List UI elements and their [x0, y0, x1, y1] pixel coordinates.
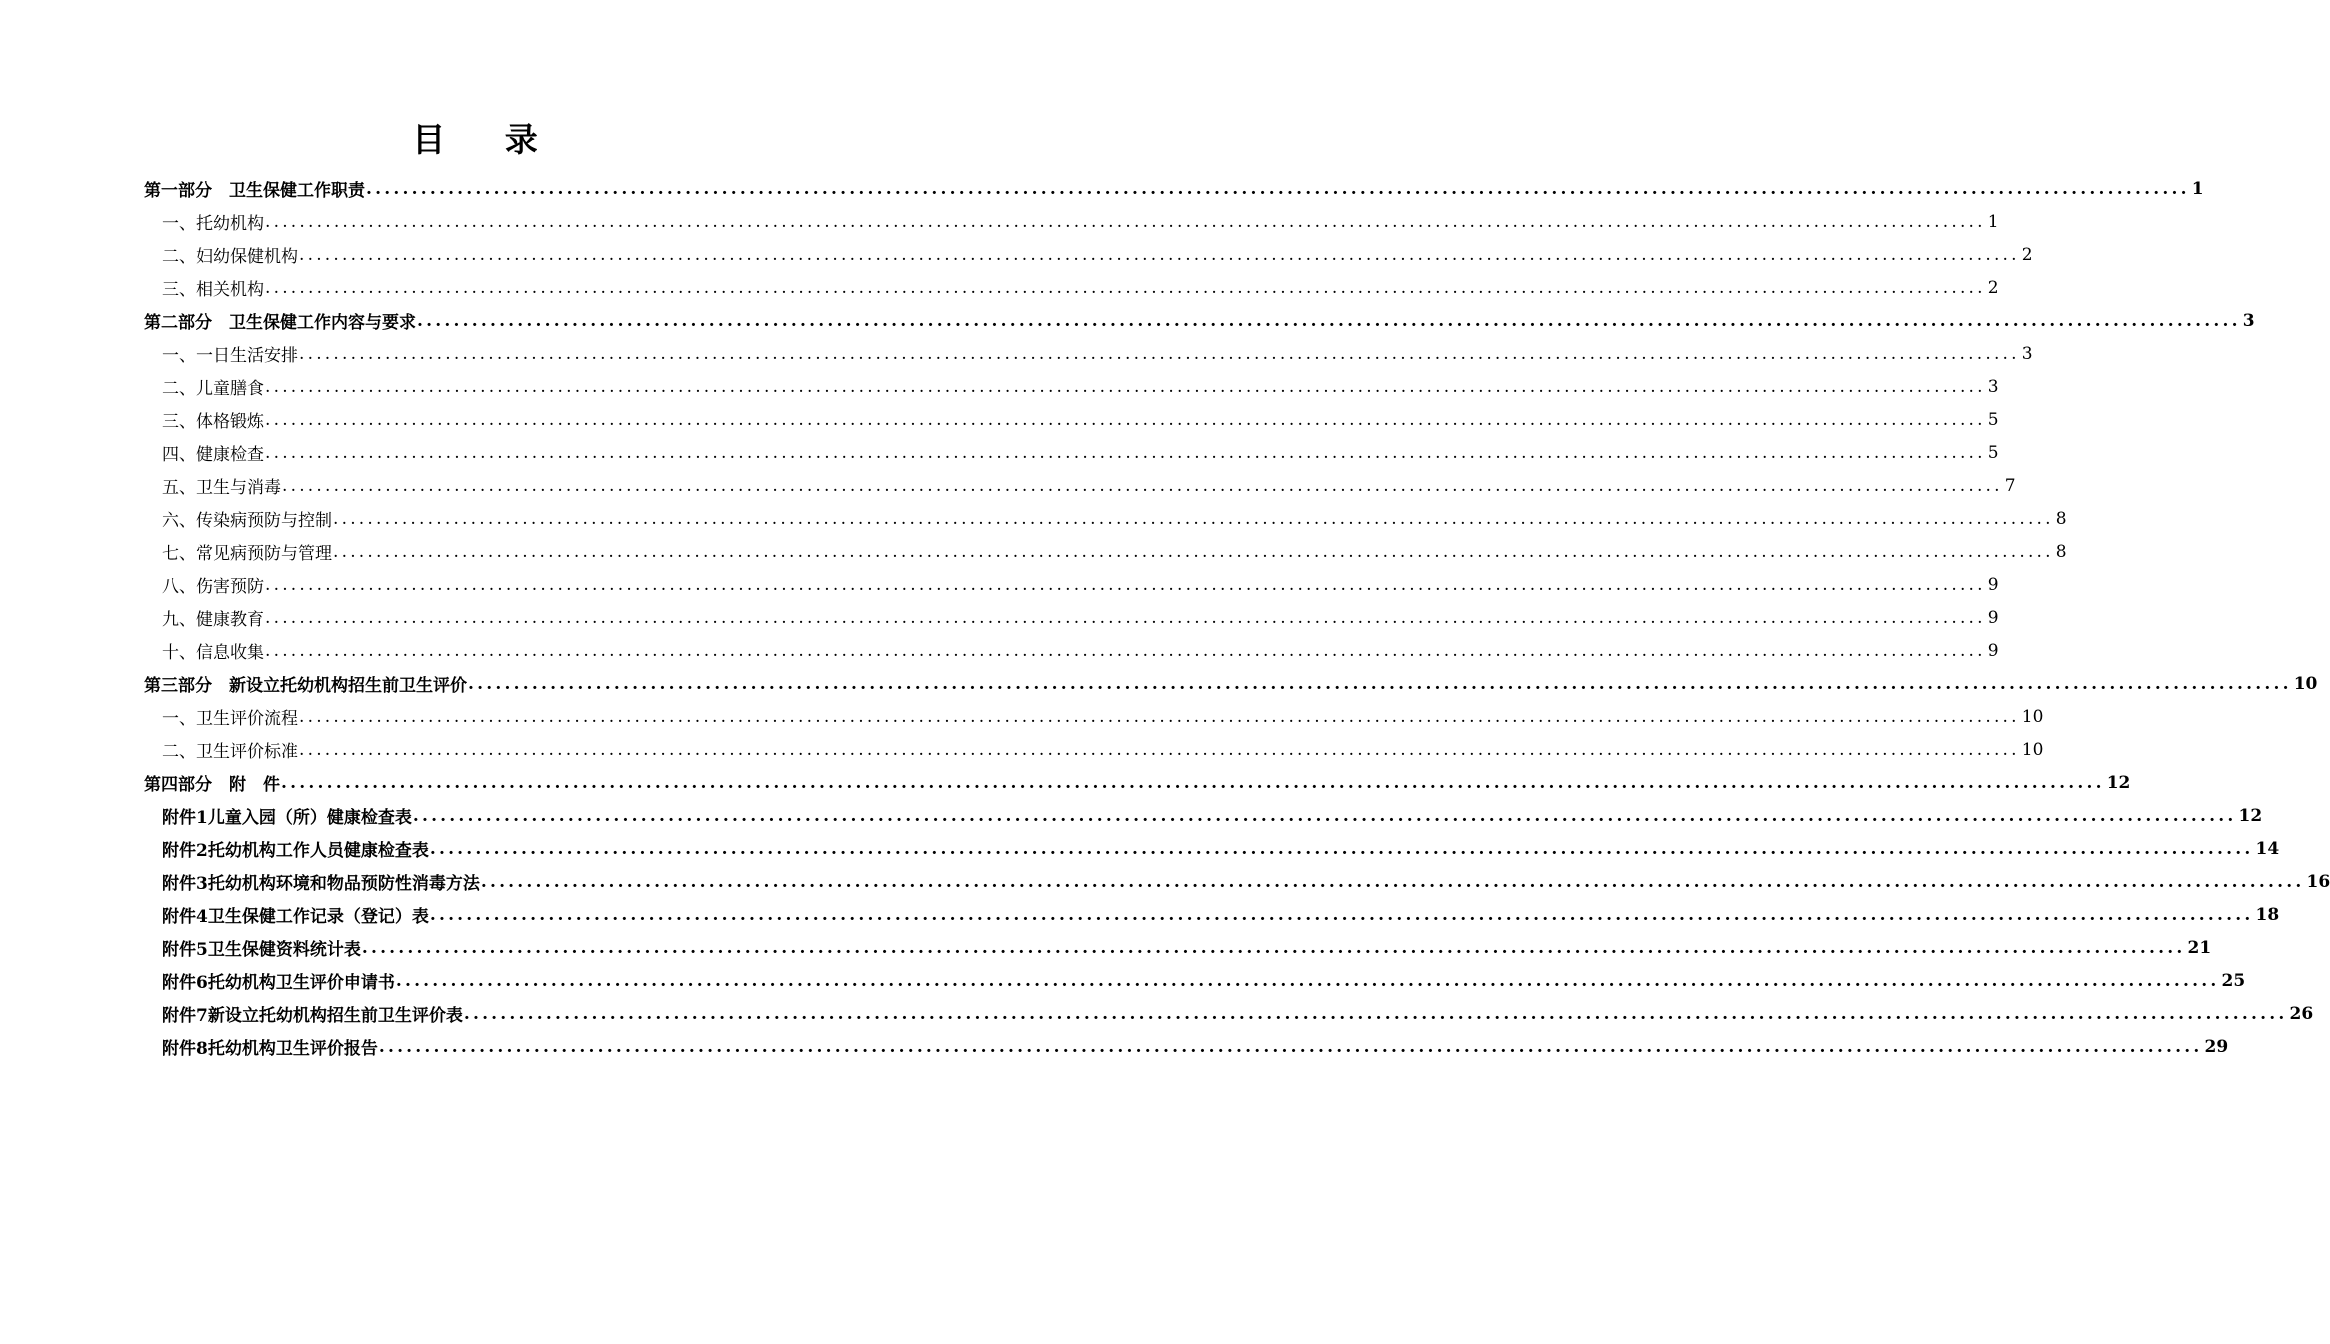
toc-entry-label: 一、一日生活安排 [162, 346, 298, 366]
toc-entry-section[interactable] [162, 469, 2016, 502]
toc-entry-label: 第三部分 新设立托幼机构招生前卫生评价 [144, 676, 467, 696]
toc-entry-section[interactable] [162, 370, 1999, 403]
toc-entry-label: 二、妇幼保健机构 [162, 247, 298, 267]
toc-entry-label: 附件5卫生保健资料统计表 [162, 940, 361, 960]
dot-leader: ........................................................................................................................................................................................................ [417, 310, 2241, 331]
toc-entry-label: 附件2托幼机构工作人员健康检查表 [162, 841, 429, 861]
dot-leader: ........................................................................................................................................................................................................ [299, 739, 2020, 760]
dot-leader: ........................................................................................................................................................................................................ [299, 244, 2020, 265]
toc-entry-section[interactable] [162, 403, 1999, 436]
toc-entry-page-number: 1 [1987, 211, 1999, 232]
dot-leader: ........................................................................................................................................................................................................ [429, 904, 2254, 925]
toc-entry-label: 第二部分 卫生保健工作内容与要求 [144, 313, 416, 333]
toc-entry-label: 附件3托幼机构环境和物品预防性消毒方法 [162, 874, 480, 894]
toc-entry-page-number: 8 [2055, 541, 2067, 562]
toc-entry-section[interactable] [162, 436, 1999, 469]
dot-leader: ........................................................................................................................................................................................................ [299, 343, 2020, 364]
toc-entry-appendix[interactable] [162, 931, 2212, 964]
toc-entry-page-number: 29 [2204, 1036, 2229, 1057]
toc-entry-part-2[interactable] [144, 304, 2255, 337]
toc-entry-label: 五、卫生与消毒 [162, 478, 281, 498]
toc-entry-label: 三、体格锻炼 [162, 412, 264, 432]
dot-leader: ........................................................................................................................................................................................................ [468, 673, 2292, 694]
toc-entry-appendix[interactable] [162, 1030, 2229, 1063]
toc-entry-label: 附件1儿童入园（所）健康检查表 [162, 808, 412, 828]
dot-leader: ........................................................................................................................................................................................................ [378, 1036, 2203, 1057]
toc-entry-section[interactable] [162, 568, 1999, 601]
dot-leader: ........................................................................................................................................................................................................ [480, 871, 2305, 892]
toc-entry-page-number: 10 [2021, 739, 2044, 760]
toc-entry-page-number: 2 [2021, 244, 2033, 265]
toc-entry-label: 第四部分 附 件 [144, 775, 280, 795]
toc-entry-page-number: 9 [1987, 574, 1999, 595]
toc-entry-label: 二、卫生评价标准 [162, 742, 298, 762]
dot-leader: ........................................................................................................................................................................................................ [265, 211, 1986, 232]
toc-entry-section[interactable] [162, 700, 2044, 733]
toc-entry-label: 附件8托幼机构卫生评价报告 [162, 1039, 378, 1059]
toc-entry-label: 十、信息收集 [162, 643, 264, 663]
toc-entry-page-number: 3 [2242, 310, 2255, 331]
toc-entry-page-number: 14 [2255, 838, 2280, 859]
toc-entry-page-number: 3 [2021, 343, 2033, 364]
toc-entry-part-1[interactable] [144, 172, 2204, 205]
dot-leader: ........................................................................................................................................................................................................ [265, 640, 1986, 661]
dot-leader: ........................................................................................................................................................................................................ [281, 772, 2105, 793]
dot-leader: ........................................................................................................................................................................................................ [265, 607, 1986, 628]
dot-leader: ........................................................................................................................................................................................................ [463, 1003, 2288, 1024]
toc-entry-label: 一、卫生评价流程 [162, 709, 298, 729]
dot-leader: ........................................................................................................................................................................................................ [265, 442, 1986, 463]
toc-entry-page-number: 26 [2289, 1003, 2314, 1024]
toc-entry-page-number: 8 [2055, 508, 2067, 529]
toc-entry-section[interactable] [162, 337, 2033, 370]
toc-entry-page-number: 7 [2004, 475, 2016, 496]
toc-entry-page-number: 21 [2187, 937, 2212, 958]
toc-entry-label: 九、健康教育 [162, 610, 264, 630]
toc-entry-page-number: 10 [2293, 673, 2318, 694]
toc-entry-page-number: 9 [1987, 640, 1999, 661]
dot-leader: ........................................................................................................................................................................................................ [265, 409, 1986, 430]
dot-leader: ........................................................................................................................................................................................................ [366, 178, 2190, 199]
toc-entry-section[interactable] [162, 634, 1999, 667]
toc-entry-page-number: 9 [1987, 607, 1999, 628]
toc-entry-appendix[interactable] [162, 997, 2314, 1030]
dot-leader: ........................................................................................................................................................................................................ [395, 970, 2220, 991]
toc-entry-label: 第一部分 卫生保健工作职责 [144, 181, 365, 201]
toc-entry-page-number: 10 [2021, 706, 2044, 727]
dot-leader: ........................................................................................................................................................................................................ [412, 805, 2237, 826]
toc-entry-appendix[interactable] [162, 865, 2330, 898]
toc-entry-label: 四、健康检查 [162, 445, 264, 465]
dot-leader: ........................................................................................................................................................................................................ [333, 508, 2054, 529]
toc-entry-page-number: 3 [1987, 376, 1999, 397]
toc-entry-label: 附件6托幼机构卫生评价申请书 [162, 973, 395, 993]
toc-entry-page-number: 25 [2221, 970, 2246, 991]
toc-entry-appendix[interactable] [162, 799, 2263, 832]
toc-entry-page-number: 12 [2238, 805, 2263, 826]
toc-entry-page-number: 1 [2191, 178, 2204, 199]
dot-leader: ........................................................................................................................................................................................................ [299, 706, 2020, 727]
toc-entry-section[interactable] [162, 601, 1999, 634]
dot-leader: ........................................................................................................................................................................................................ [361, 937, 2186, 958]
toc-entry-appendix[interactable] [162, 832, 2280, 865]
toc-entry-page-number: 18 [2255, 904, 2280, 925]
dot-leader: ........................................................................................................................................................................................................ [429, 838, 2254, 859]
toc-entry-page-number: 2 [1987, 277, 1999, 298]
toc-entry-section[interactable] [162, 271, 1999, 304]
dot-leader: ........................................................................................................................................................................................................ [333, 541, 2054, 562]
toc-entry-part-3[interactable] [144, 667, 2318, 700]
toc-entry-section[interactable] [162, 535, 2067, 568]
dot-leader: ........................................................................................................................................................................................................ [265, 574, 1986, 595]
dot-leader: ........................................................................................................................................................................................................ [282, 475, 2003, 496]
toc-entry-section[interactable] [162, 733, 2044, 766]
toc-entry-label: 附件4卫生保健工作记录（登记）表 [162, 907, 429, 927]
toc-entry-section[interactable] [162, 238, 2033, 271]
toc-entry-section[interactable] [162, 502, 2067, 535]
toc-entry-label: 八、伤害预防 [162, 577, 264, 597]
toc-entry-page-number: 16 [2306, 871, 2330, 892]
toc-entry-label: 七、常见病预防与管理 [162, 544, 332, 564]
toc-entry-label: 附件7新设立托幼机构招生前卫生评价表 [162, 1006, 463, 1026]
toc-entry-label: 六、传染病预防与控制 [162, 511, 332, 531]
toc-entry-part-4[interactable] [144, 766, 2131, 799]
toc-entry-appendix[interactable] [162, 898, 2280, 931]
toc-entry-section[interactable] [162, 205, 1999, 238]
dot-leader: ........................................................................................................................................................................................................ [265, 376, 1986, 397]
toc-entry-page-number: 12 [2106, 772, 2131, 793]
toc-entry-label: 三、相关机构 [162, 280, 264, 300]
toc-entry-page-number: 5 [1987, 409, 1999, 430]
toc-entry-label: 一、托幼机构 [162, 214, 264, 234]
toc-entry-page-number: 5 [1987, 442, 1999, 463]
toc-entry-label: 二、儿童膳食 [162, 379, 264, 399]
toc-entry-appendix[interactable] [162, 964, 2246, 997]
dot-leader: ........................................................................................................................................................................................................ [265, 277, 1986, 298]
page-title: 目 录 [412, 120, 562, 159]
